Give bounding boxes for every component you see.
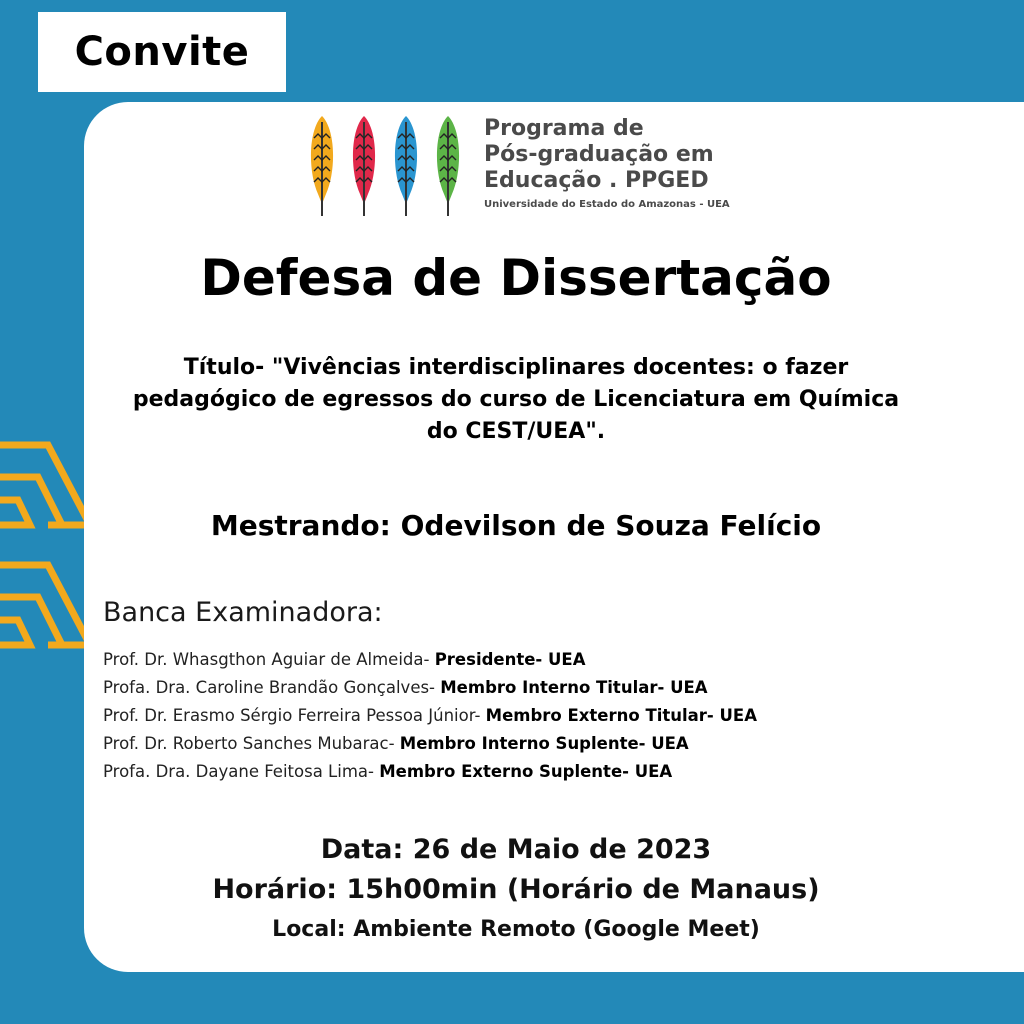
- member-role: Membro Externo Titular- UEA: [485, 706, 757, 725]
- event-location: Local: Ambiente Remoto (Google Meet): [272, 917, 760, 942]
- page-title: Defesa de Dissertação: [200, 249, 832, 307]
- feather-icon: [437, 116, 459, 216]
- member-name: Prof. Dr. Whasgthon Aguiar de Almeida-: [103, 650, 435, 669]
- feathers-icon: [306, 112, 476, 220]
- logo-subtitle: Universidade do Estado do Amazonas - UEA: [484, 199, 730, 210]
- banca-member: [103, 758, 1003, 786]
- banca-member: [103, 674, 1003, 702]
- banca-heading: Banca Examinadora:: [103, 597, 383, 628]
- decorative-pattern-icon: [0, 425, 95, 660]
- member-role: Presidente- UEA: [434, 650, 586, 669]
- logo-line-3: Educação . PPGED: [484, 168, 709, 193]
- student-name: Mestrando: Odevilson de Souza Felício: [210, 509, 822, 542]
- member-name: Profa. Dra. Caroline Brandão Gonçalves-: [103, 678, 441, 697]
- member-name: Prof. Dr. Roberto Sanches Mubarac-: [103, 734, 400, 753]
- ppged-logo: [306, 112, 730, 222]
- event-date: Data: 26 de Maio de 2023: [320, 834, 712, 865]
- logo-line-2: Pós-graduação em: [484, 142, 714, 167]
- thesis-title: Título- "Vivências interdisciplinares docentes: o fazer pedagógico de egressos do curso de Licenciatura em Química do CEST/UEA".: [132, 355, 900, 444]
- logo-line-1: Programa de: [484, 116, 644, 141]
- feather-icon: [353, 116, 375, 216]
- member-role: Membro Interno Titular- UEA: [440, 678, 708, 697]
- banca-member: [103, 730, 1003, 758]
- event-time: Horário: 15h00min (Horário de Manaus): [212, 874, 820, 905]
- feather-icon: [311, 116, 333, 216]
- banca-list: [103, 646, 1003, 786]
- banca-member: [103, 646, 1003, 674]
- member-role: Membro Externo Suplente- UEA: [379, 762, 673, 781]
- member-name: Profa. Dra. Dayane Feitosa Lima-: [103, 762, 380, 781]
- feather-icon: [395, 116, 417, 216]
- banca-member: [103, 702, 1003, 730]
- member-name: Prof. Dr. Erasmo Sérgio Ferreira Pessoa Júnior-: [103, 706, 486, 725]
- member-role: Membro Interno Suplente- UEA: [399, 734, 689, 753]
- convite-label: Convite: [38, 12, 286, 92]
- event-details: [120, 830, 912, 950]
